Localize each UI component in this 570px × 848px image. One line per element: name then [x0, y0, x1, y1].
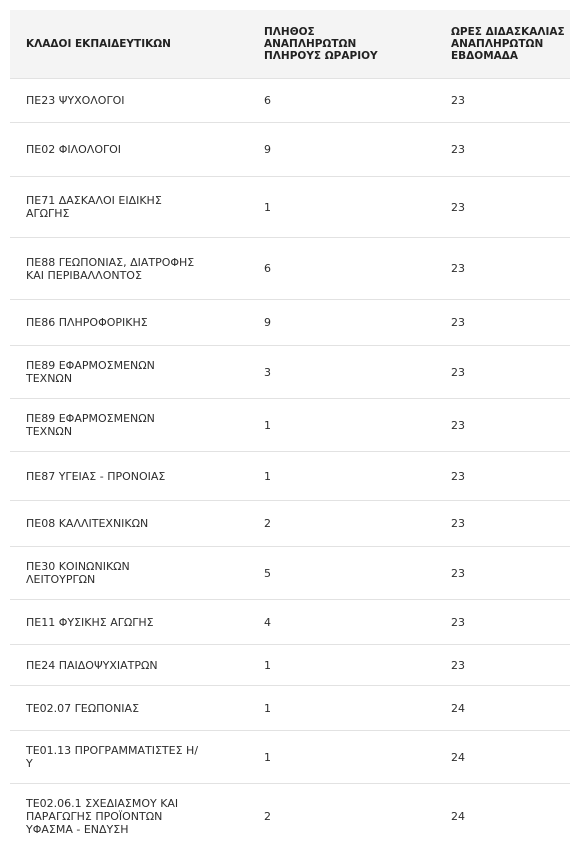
cell-count: 1: [248, 452, 435, 501]
cell-branch: ΠΕ30 ΚΟΙΝΩΝΙΚΩΝ ΛΕΙΤΟΥΡΓΩΝ: [10, 547, 248, 600]
table-row: [10, 731, 570, 784]
header-count: ΠΛΗΘΟΣ ΑΝΑΠΛΗΡΩΤΩΝ ΠΛΗΡΟΥΣ ΩΡΑΡΙΟΥ: [248, 10, 435, 79]
cell-hours: 23: [435, 547, 570, 600]
cell-count: 1: [248, 686, 435, 731]
cell-branch: ΠΕ02 ΦΙΛΟΛΟΓΟΙ: [10, 123, 248, 177]
cell-count: 2: [248, 501, 435, 547]
cell-count: 6: [248, 79, 435, 123]
table-row: [10, 784, 570, 848]
table-row: [10, 399, 570, 452]
cell-count: 5: [248, 547, 435, 600]
table-row: [10, 346, 570, 399]
table-row: [10, 686, 570, 731]
cell-hours: 23: [435, 346, 570, 399]
cell-branch: ΠΕ23 ΨΥΧΟΛΟΓΟΙ: [10, 79, 248, 123]
teachers-table: [10, 10, 570, 848]
table-row: [10, 547, 570, 600]
table-row: [10, 645, 570, 686]
cell-hours: 23: [435, 452, 570, 501]
table-row: [10, 79, 570, 123]
header-row: [10, 10, 570, 79]
table-row: [10, 600, 570, 645]
cell-branch: ΠΕ89 ΕΦΑΡΜΟΣΜΕΝΩΝ ΤΕΧΝΩΝ: [10, 399, 248, 452]
cell-hours: 23: [435, 300, 570, 346]
cell-branch: ΠΕ86 ΠΛΗΡΟΦΟΡΙΚΗΣ: [10, 300, 248, 346]
cell-count: 4: [248, 600, 435, 645]
cell-branch: ΠΕ88 ΓΕΩΠΟΝΙΑΣ, ΔΙΑΤΡΟΦΗΣ ΚΑΙ ΠΕΡΙΒΑΛΛΟΝΤΟΣ: [10, 238, 248, 300]
cell-hours: 24: [435, 731, 570, 784]
cell-hours: 23: [435, 79, 570, 123]
cell-hours: 23: [435, 645, 570, 686]
cell-count: 1: [248, 399, 435, 452]
cell-branch: ΤΕ02.07 ΓΕΩΠΟΝΙΑΣ: [10, 686, 248, 731]
table-header: [10, 10, 570, 79]
cell-count: 1: [248, 731, 435, 784]
table-body: [10, 79, 570, 848]
cell-hours: 24: [435, 686, 570, 731]
cell-branch: ΤΕ02.06.1 ΣΧΕΔΙΑΣΜΟΥ ΚΑΙ ΠΑΡΑΓΩΓΗΣ ΠΡΟΪΟΝΤΩΝ ΥΦΑΣΜΑ - ΕΝΔΥΣΗ: [10, 784, 248, 848]
cell-hours: 23: [435, 177, 570, 238]
cell-hours: 23: [435, 123, 570, 177]
table-row: [10, 123, 570, 177]
header-branch: ΚΛΑΔΟΙ ΕΚΠΑΙΔΕΥΤΙΚΩΝ: [10, 10, 248, 79]
cell-count: 6: [248, 238, 435, 300]
cell-hours: 23: [435, 501, 570, 547]
cell-branch: ΠΕ24 ΠΑΙΔΟΨΥΧΙΑΤΡΩΝ: [10, 645, 248, 686]
cell-hours: 24: [435, 784, 570, 848]
cell-branch: ΠΕ89 ΕΦΑΡΜΟΣΜΕΝΩΝ ΤΕΧΝΩΝ: [10, 346, 248, 399]
table-row: [10, 177, 570, 238]
cell-count: 1: [248, 645, 435, 686]
cell-branch: ΠΕ08 ΚΑΛΛΙΤΕΧΝΙΚΩΝ: [10, 501, 248, 547]
table-row: [10, 300, 570, 346]
table-row: [10, 452, 570, 501]
table-row: [10, 238, 570, 300]
cell-hours: 23: [435, 238, 570, 300]
cell-branch: ΠΕ71 ΔΑΣΚΑΛΟΙ ΕΙΔΙΚΗΣ ΑΓΩΓΗΣ: [10, 177, 248, 238]
cell-count: 1: [248, 177, 435, 238]
cell-branch: ΤΕ01.13 ΠΡΟΓΡΑΜΜΑΤΙΣΤΕΣ Η/ Υ: [10, 731, 248, 784]
cell-count: 3: [248, 346, 435, 399]
cell-count: 9: [248, 300, 435, 346]
header-hours: ΩΡΕΣ ΔΙΔΑΣΚΑΛΙΑΣ ΑΝΑΠΛΗΡΩΤΩΝ ΕΒΔΟΜΑΔΑ: [435, 10, 570, 79]
cell-hours: 23: [435, 399, 570, 452]
cell-count: 9: [248, 123, 435, 177]
cell-count: 2: [248, 784, 435, 848]
cell-branch: ΠΕ87 ΥΓΕΙΑΣ - ΠΡΟΝΟΙΑΣ: [10, 452, 248, 501]
cell-hours: 23: [435, 600, 570, 645]
table-row: [10, 501, 570, 547]
cell-branch: ΠΕ11 ΦΥΣΙΚΗΣ ΑΓΩΓΗΣ: [10, 600, 248, 645]
